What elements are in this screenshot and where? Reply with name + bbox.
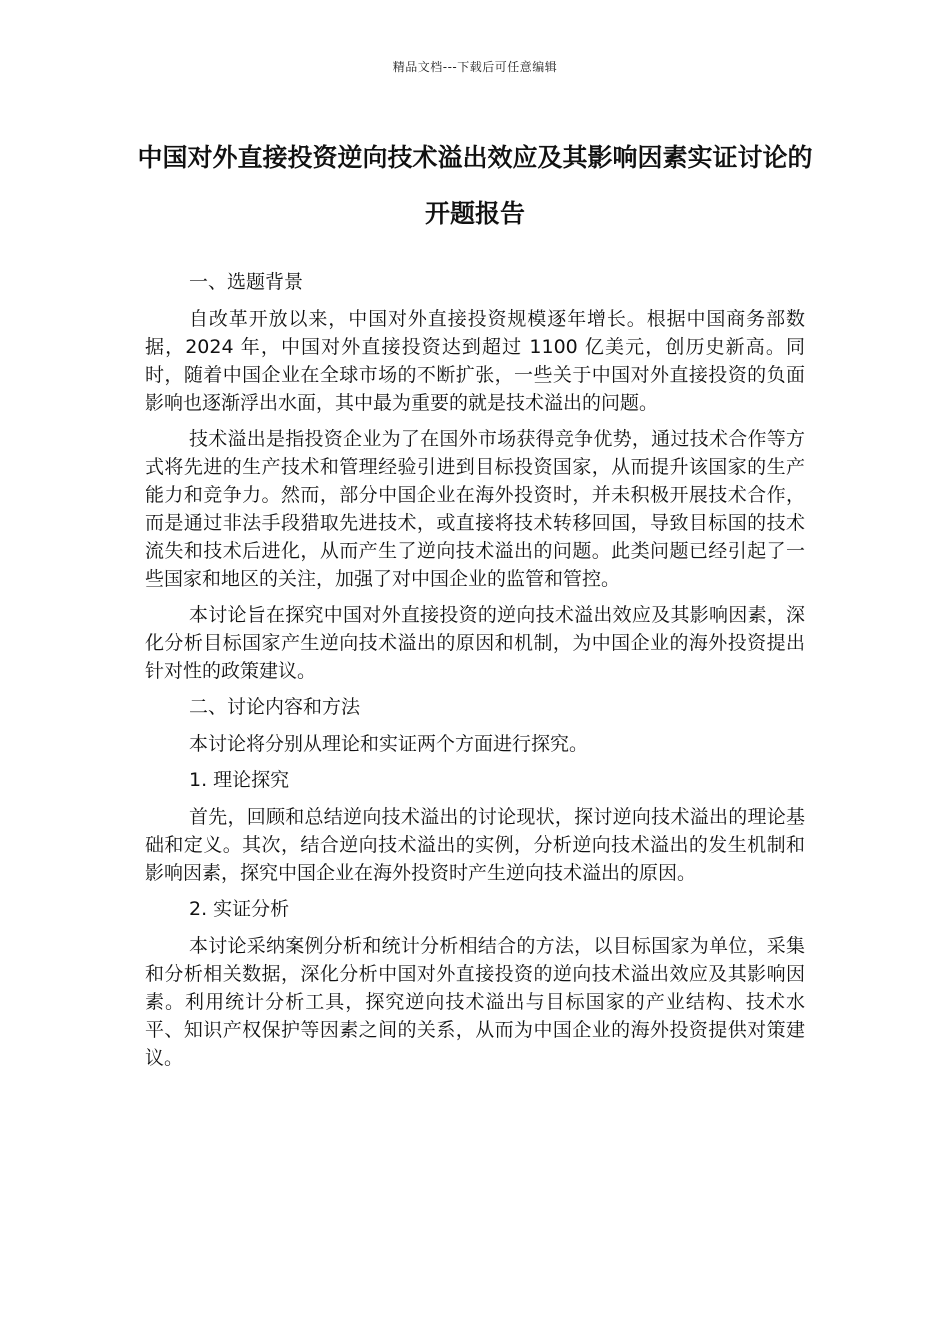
paragraph-6: 本讨论采纳案例分析和统计分析相结合的方法，以目标国家为单位，采集和分析相关数据，深化分析中国对外直接投资的逆向技术溢出效应及其影响因素。利用统计分析工具，探究逆向技术溢出与目标国家的产业结构、技术水平、知识产权保护等因素之间的关系，从而为中国企业的海外投资提供对策建议。 [145, 935, 805, 1069]
subheading-theory: 1. 理论探究 [189, 769, 290, 791]
paragraph-2: 技术溢出是指投资企业为了在国外市场获得竞争优势，通过技术合作等方式将先进的生产技术和管理经验引进到目标投资国家，从而提升该国家的生产能力和竞争力。然而，部分中国企业在海外投资时，并未积极开展技术合作，而是通过非法手段猎取先进技术，或直接将技术转移回国，导致目标国的技术流失和技术后进化，从而产生了逆向技术溢出的问题。此类问题已经引起了一些国家和地区的关注，加强了对中国企业的监管和管控。 [145, 428, 805, 590]
document-body [145, 268, 805, 1080]
paragraph-1: 自改革开放以来，中国对外直接投资规模逐年增长。根据中国商务部数据，2024 年，中国对外直接投资达到超过 1100 亿美元，创历史新高。同时，随着中国企业在全球市场的不断扩张，一些关于中国对外直接投资的负面影响也逐渐浮出水面，其中最为重要的就是技术溢出的问题。 [145, 308, 805, 414]
document-title: 中国对外直接投资逆向技术溢出效应及其影响因素实证讨论的开题报告 [137, 143, 813, 228]
section-heading-content-methods: 二、讨论内容和方法 [189, 696, 361, 718]
paragraph-4: 本讨论将分别从理论和实证两个方面进行探究。 [189, 733, 589, 755]
section-heading-background: 一、选题背景 [189, 271, 304, 293]
paragraph-5: 首先，回顾和总结逆向技术溢出的讨论现状，探讨逆向技术溢出的理论基础和定义。其次，结合逆向技术溢出的实例，分析逆向技术溢出的发生机制和影响因素，探究中国企业在海外投资时产生逆向技术溢出的原因。 [145, 806, 805, 884]
subheading-empirical: 2. 实证分析 [189, 898, 290, 920]
paragraph-3: 本讨论旨在探究中国对外直接投资的逆向技术溢出效应及其影响因素，深化分析目标国家产生逆向技术溢出的原因和机制，为中国企业的海外投资提出针对性的政策建议。 [145, 604, 805, 682]
header-note: 精品文档---下载后可任意编辑 [392, 60, 558, 74]
